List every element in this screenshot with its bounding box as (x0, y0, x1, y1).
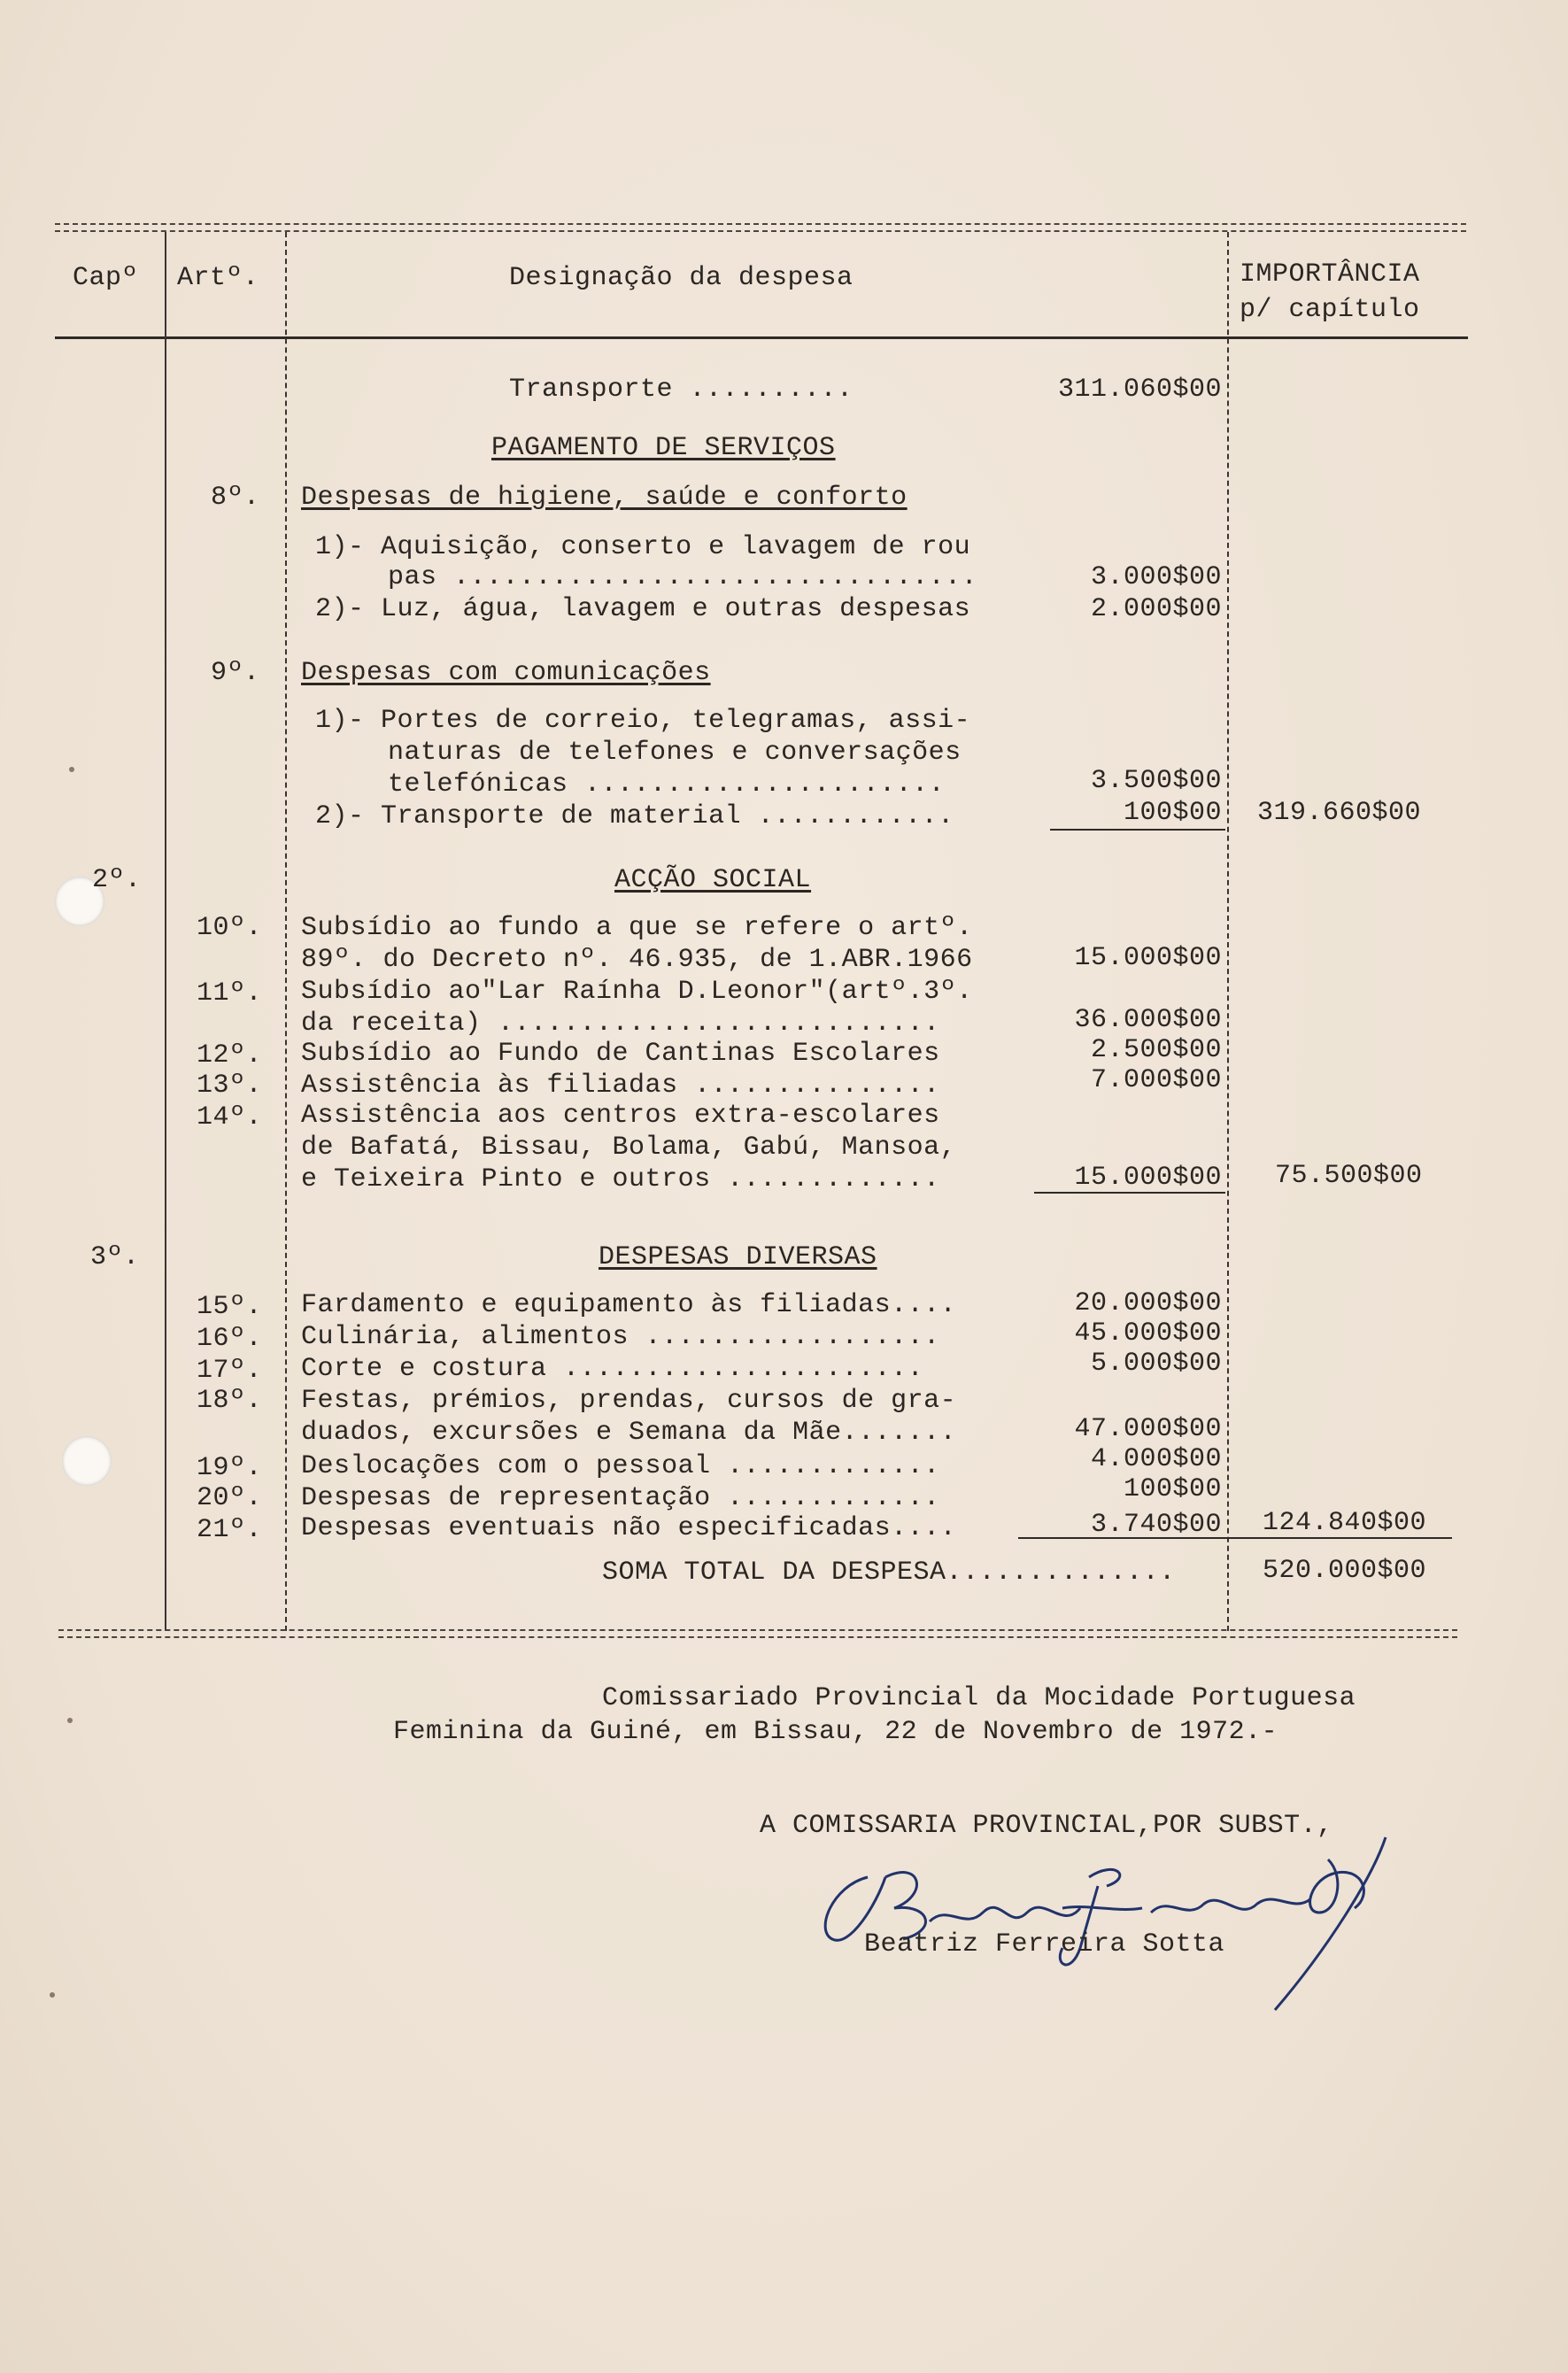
art-11: 11º. (197, 978, 263, 1009)
item-8-2-value: 2.000$00 (1090, 594, 1222, 624)
header-rule (55, 336, 1468, 339)
paper-speck (67, 1718, 73, 1723)
item-9-2-value: 100$00 (1123, 798, 1222, 828)
art-8-description: Despesas de higiene, saúde e conforto (301, 483, 908, 513)
art-18: 18º. (197, 1386, 263, 1416)
art-14-line2: de Bafatá, Bissau, Bolama, Gabú, Mansoa, (301, 1132, 957, 1163)
paper-speck (50, 1992, 55, 1998)
art-8: 8º. (211, 483, 260, 513)
art-14-value: 15.000$00 (1074, 1163, 1222, 1193)
art-17-description: Corte e costura ...................... (301, 1354, 924, 1384)
art-14-line1: Assistência aos centros extra-escolares (301, 1101, 940, 1131)
chapter-3-total: 124.840$00 (1263, 1508, 1427, 1538)
art-13-value: 7.000$00 (1090, 1065, 1222, 1095)
header-art: Artº. (177, 263, 259, 293)
soma-total-value: 520.000$00 (1263, 1556, 1427, 1586)
art-11-value: 36.000$00 (1074, 1005, 1222, 1035)
art-19-value: 4.000$00 (1090, 1444, 1222, 1474)
chapter-2-total: 75.500$00 (1275, 1161, 1423, 1191)
art-14: 14º. (197, 1102, 263, 1132)
item-9-1-line3: telefónicas ...................... (388, 769, 946, 800)
transporte-label: Transporte .......... (509, 375, 854, 405)
chapter-1-total: 319.660$00 (1257, 798, 1422, 828)
art-20-value: 100$00 (1123, 1474, 1222, 1504)
section-despesas-diversas-title: DESPESAS DIVERSAS (599, 1242, 877, 1272)
art-19: 19º. (197, 1453, 263, 1483)
art-14-line3: e Teixeira Pinto e outros ............. (301, 1164, 940, 1194)
top-double-rule (55, 223, 1466, 232)
item-9-1-line1: 1)- Portes de correio, telegramas, assi- (315, 706, 971, 736)
header-designacao: Designação da despesa (509, 263, 854, 293)
column-line-importancia (1227, 232, 1229, 1631)
art-17: 17º. (197, 1356, 263, 1386)
art-18-line1: Festas, prémios, prendas, cursos de gra- (301, 1386, 957, 1416)
art-20: 20º. (197, 1483, 263, 1513)
art-15: 15º. (197, 1292, 263, 1322)
art-9: 9º. (211, 658, 260, 688)
art-16: 16º. (197, 1324, 263, 1354)
subtotal-rule-2 (1034, 1192, 1225, 1194)
column-line-art (285, 232, 287, 1631)
art-11-line1: Subsídio ao"Lar Raínha D.Leonor"(artº.3º. (301, 977, 973, 1007)
art-21-value: 3.740$00 (1090, 1510, 1222, 1540)
item-8-2: 2)- Luz, água, lavagem e outras despesas (315, 594, 971, 624)
column-line-cap (165, 232, 166, 1631)
item-8-1-line1: 1)- Aquisição, conserto e lavagem de rou (315, 532, 971, 562)
paper-speck (69, 767, 74, 772)
art-17-value: 5.000$00 (1090, 1349, 1222, 1379)
footer-line-1: Comissariado Provincial da Mocidade Portuguesa (602, 1683, 1356, 1713)
art-19-description: Deslocações com o pessoal ............. (301, 1451, 940, 1481)
signature-name: Beatriz Ferreira Sotta (864, 1929, 1225, 1959)
art-12-description: Subsídio ao Fundo de Cantinas Escolares (301, 1039, 940, 1069)
subtotal-rule-1 (1050, 829, 1225, 831)
header-por-capitulo: p/ capítulo (1240, 295, 1420, 325)
chapter-3: 3º. (90, 1242, 140, 1272)
art-9-description: Despesas com comunicações (301, 658, 711, 688)
item-9-1-value: 3.500$00 (1090, 766, 1222, 796)
art-21: 21º. (197, 1515, 263, 1545)
art-16-value: 45.000$00 (1074, 1318, 1222, 1349)
art-21-description: Despesas eventuais não especificadas.... (301, 1513, 957, 1543)
art-18-line2: duados, excursões e Semana da Mãe....... (301, 1418, 957, 1448)
art-16-description: Culinária, alimentos .................. (301, 1322, 940, 1352)
footer-line-2: Feminina da Guiné, em Bissau, 22 de Novembro de 1972.- (393, 1717, 1278, 1747)
item-9-2: 2)- Transporte de material ............ (315, 801, 954, 831)
art-20-description: Despesas de representação ............. (301, 1483, 940, 1513)
soma-total-label: SOMA TOTAL DA DESPESA.............. (602, 1558, 1176, 1588)
art-18-value: 47.000$00 (1074, 1414, 1222, 1444)
item-8-1-value: 3.000$00 (1090, 562, 1222, 592)
art-10-value: 15.000$00 (1074, 943, 1222, 973)
punch-hole-bottom (62, 1436, 112, 1486)
header-importancia: IMPORTÂNCIA (1240, 259, 1420, 290)
handwritten-signature (797, 1824, 1417, 2019)
art-12: 12º. (197, 1040, 263, 1071)
art-10-line2: 89º. do Decreto nº. 46.935, de 1.ABR.1966 (301, 945, 973, 975)
transporte-value: 311.060$00 (1057, 375, 1222, 405)
section-pagamento-title: PAGAMENTO DE SERVIÇOS (491, 433, 836, 463)
header-cap: Capº (73, 263, 139, 293)
art-11-line2: da receita) ........................... (301, 1009, 940, 1039)
art-13: 13º. (197, 1071, 263, 1101)
art-10-line1: Subsídio ao fundo a que se refere o artº. (301, 913, 973, 943)
art-15-description: Fardamento e equipamento às filiadas.... (301, 1290, 957, 1320)
art-10: 10º. (197, 913, 263, 943)
art-13-description: Assistência às filiadas ............... (301, 1071, 940, 1101)
bottom-double-rule (58, 1629, 1457, 1638)
item-8-1-line2: pas ................................ (388, 562, 978, 592)
signature-title: A COMISSARIA PROVINCIAL,POR SUBST., (760, 1811, 1333, 1841)
item-9-1-line2: naturas de telefones e conversações (388, 738, 962, 768)
art-15-value: 20.000$00 (1074, 1288, 1222, 1318)
art-12-value: 2.500$00 (1090, 1035, 1222, 1065)
chapter-2: 2º. (92, 865, 142, 895)
section-accao-social-title: ACÇÃO SOCIAL (614, 865, 812, 895)
